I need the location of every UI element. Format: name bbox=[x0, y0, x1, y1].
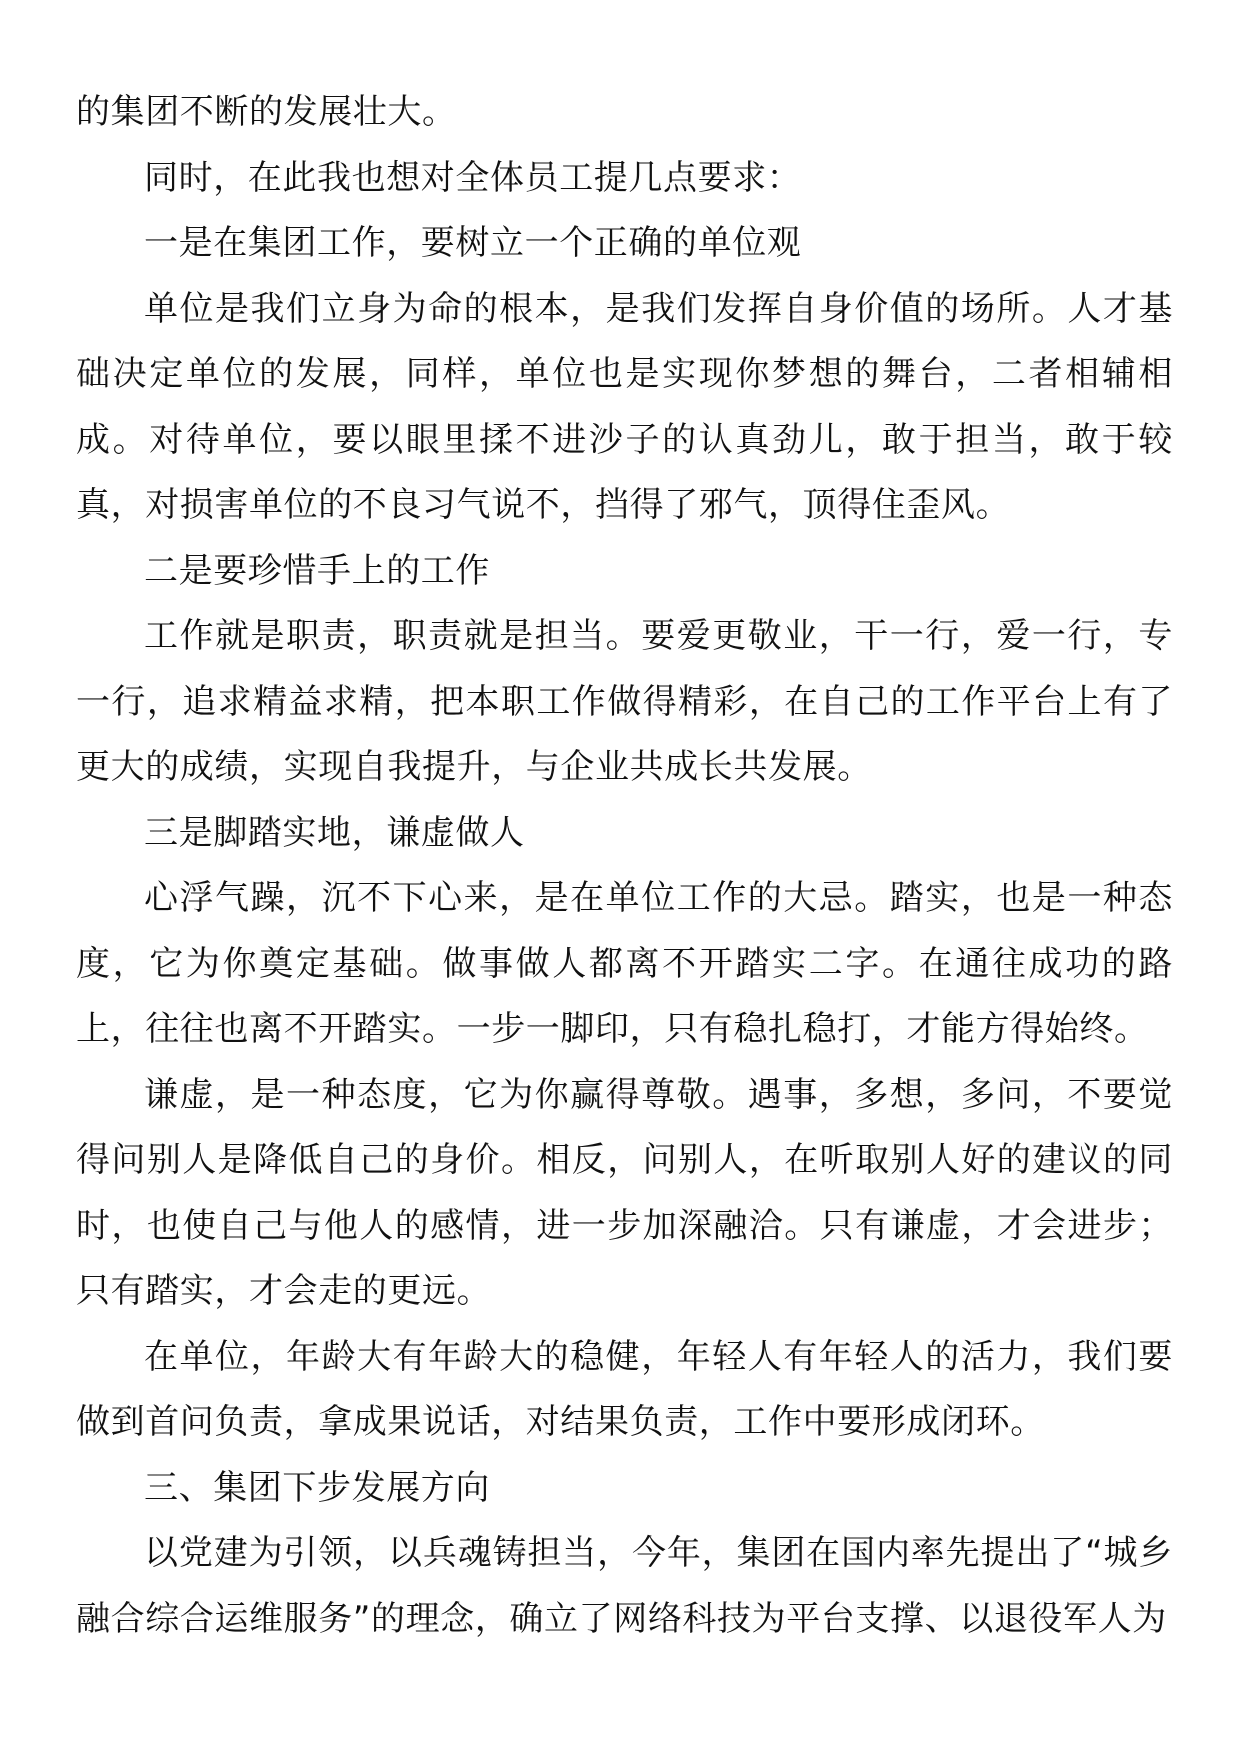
heading-point-two: 二是要珍惜手上的工作 bbox=[144, 550, 490, 591]
paragraph-point-one-body: 单位是我们立身为命的根本，是我们发挥自身价值的场所。人才基础决定单位的发展，同样，单位也是实现你梦想的舞台，二者相辅相成。对待单位，要以眼里揉不进沙子的认真劲儿，敢于担当，敢于较真，对损害单位的不良习气说不，挡得了邪气，顶得住歪风。 bbox=[76, 288, 1173, 525]
paragraph-point-two-body: 工作就是职责，职责就是担当。要爱更敬业，干一行，爱一行，专一行，追求精益求精，把本职工作做得精彩，在自己的工作平台上有了更大的成绩，实现自我提升，与企业共成长共发展。 bbox=[76, 616, 1173, 787]
heading-point-one: 一是在集团工作，要树立一个正确的单位观 bbox=[144, 223, 802, 263]
paragraph-point-three-body-2: 谦虚，是一种态度，它为你赢得尊敬。遇事，多想，多问，不要觉得问别人是降低自己的身价。相反，问别人，在听取别人好的建议的同时，也使自己与他人的感情，进一步加深融洽。只有谦虚，才会进步；只有踏实，才会走的更远。 bbox=[76, 1074, 1173, 1311]
paragraph-section-three-body: 以党建为引领，以兵魂铸担当，今年，集团在国内率先提出了“城乡融合综合运维服务”的理念，确立了网络科技为平台支撑、以退役军人为 bbox=[76, 1533, 1173, 1639]
paragraph-intro-requirements: 同时，在此我也想对全体员工提几点要求： bbox=[144, 157, 802, 198]
paragraph-point-three-body-1: 心浮气躁，沉不下心来，是在单位工作的大忌。踏实，也是一种态度，它为你奠定基础。做事做人都离不开踏实二字。在通往成功的路上，往往也离不开踏实。一步一脚印，只有稳扎稳打，才能方得始终。 bbox=[76, 878, 1173, 1049]
paragraph-point-three-body-3: 在单位，年龄大有年龄大的稳健，年轻人有年轻人的活力，我们要做到首问负责，拿成果说话，对结果负责，工作中要形成闭环。 bbox=[76, 1336, 1173, 1442]
heading-section-three: 三、集团下步发展方向 bbox=[144, 1467, 490, 1508]
heading-point-three: 三是脚踏实地，谦虚做人 bbox=[144, 812, 525, 853]
paragraph-continuation: 的集团不断的发展壮大。 bbox=[76, 92, 457, 132]
document-body bbox=[76, 80, 1173, 1652]
